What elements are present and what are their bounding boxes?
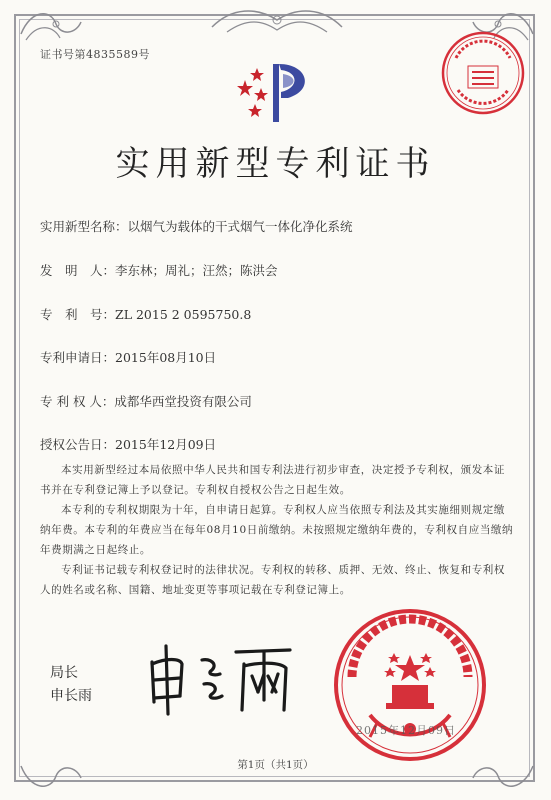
field-label: 专 利 号： [40, 307, 116, 322]
page-title: 实用新型专利证书 [115, 144, 436, 184]
certificate-body [40, 460, 516, 600]
field-value: 李东林；周礼；汪然；陈洪会 [115, 263, 278, 278]
field-application-date [40, 348, 216, 366]
official-seal [330, 605, 490, 765]
top-center-ornament [202, 2, 352, 36]
field-label: 实用新型名称： [40, 219, 128, 234]
corner-ornament-top-left [16, 4, 86, 48]
field-inventors [40, 261, 278, 279]
field-grant-date [40, 435, 216, 453]
signatory-name: 申长雨 [50, 688, 92, 704]
field-value: 以烟气为载体的干式烟气一体化净化系统 [127, 219, 353, 234]
seal-date: 2015年12月09日 [356, 724, 456, 737]
field-value: ZL 2015 2 0595750.8 [115, 307, 252, 322]
page-footer: 第1页（共1页） [237, 759, 314, 771]
field-utility-model-name [40, 217, 353, 235]
body-paragraph-1: 本实用新型经过本局依照中华人民共和国专利法进行初步审查，决定授予专利权，颁发本证书并在专利登记簿上予以登记。专利权自授权公告之日起生效。 [40, 464, 505, 496]
field-value: 2015年12月09日 [115, 437, 217, 452]
field-value: 2015年08月10日 [115, 350, 217, 365]
field-label: 发 明 人： [40, 263, 116, 278]
field-value: 成都华西堂投资有限公司 [114, 394, 252, 409]
patent-office-logo [233, 60, 323, 126]
field-label: 专 利 权 人： [40, 394, 115, 409]
field-patent-number [40, 305, 251, 323]
agency-seal-small [438, 28, 528, 118]
body-paragraph-3: 专利证书记载专利权登记时的法律状况。专利权的转移、质押、无效、终止、恢复和专利权人的姓名或名称、国籍、地址变更等事项记载在专利登记簿上。 [40, 564, 505, 596]
body-paragraph-2: 本专利的专利权期限为十年，自申请日起算。专利权人应当依照专利法及其实施细则规定缴纳年费。本专利的年费应当在每年08月10日前缴纳。未按照规定缴纳年费的，专利权自应当缴纳年费期满之日起终止。 [40, 504, 514, 556]
field-label: 授权公告日： [40, 437, 116, 452]
signatory-role: 局长 [50, 665, 78, 681]
field-patentee [40, 392, 252, 410]
field-label: 专利申请日： [40, 350, 116, 365]
handwritten-signature [140, 640, 300, 718]
certificate-number: 证书号第4835589号 [40, 48, 150, 61]
